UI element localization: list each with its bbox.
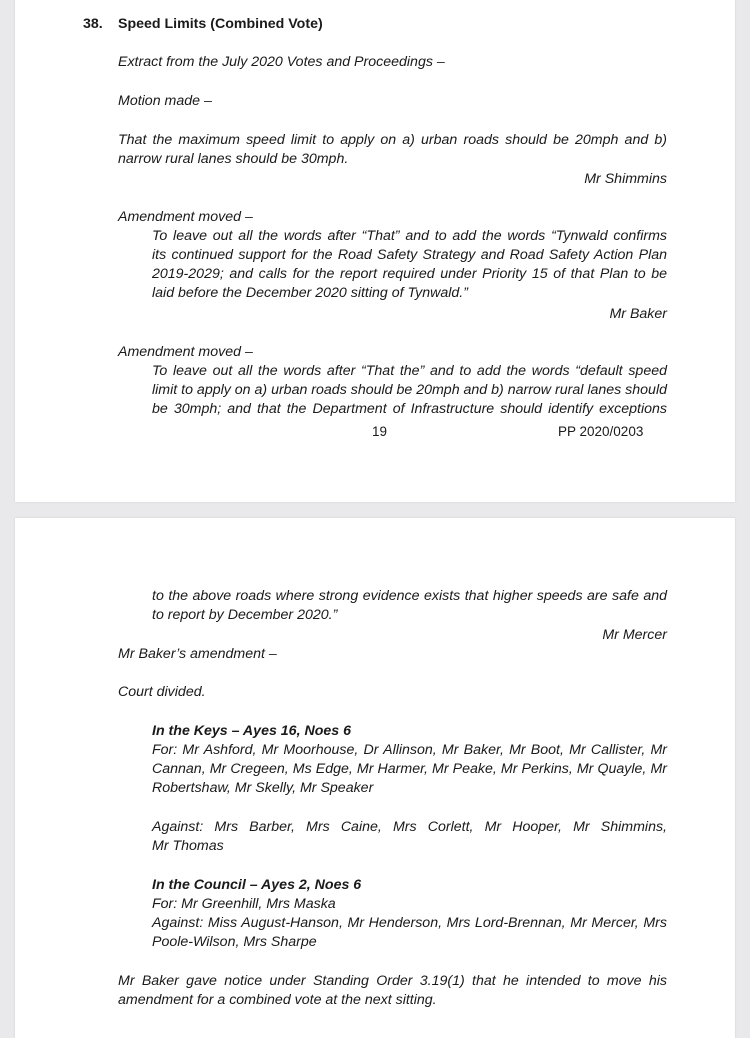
amendment1-label: Amendment moved –: [118, 209, 253, 225]
item-title: Speed Limits (Combined Vote): [118, 16, 323, 32]
keys-against: [152, 818, 667, 856]
amendment2-mover: Mr Mercer: [602, 627, 667, 643]
motion-text: [118, 131, 667, 169]
amendment2-text-part2: [152, 587, 667, 625]
amendment1-line: its continued support for the Road Safety Strategy and Road Safety Action Plan: [152, 247, 667, 263]
notice-line: amendment for a combined vote at the next sitting.: [118, 992, 437, 1008]
amendment2-label: Amendment moved –: [118, 344, 253, 360]
keys-heading: In the Keys – Ayes 16, Noes 6: [152, 723, 351, 739]
page-number: 19: [372, 424, 388, 439]
amendment2-line: to the above roads where strong evidence exists that higher speeds are safe and: [152, 588, 667, 604]
baker-amendment-label: Mr Baker’s amendment –: [118, 646, 277, 662]
keys-for-line: For: Mr Ashford, Mr Moorhouse, Dr Allinson, Mr Baker, Mr Boot, Mr Callister, Mr: [152, 742, 667, 758]
page-reference: PP 2020/0203: [558, 424, 644, 439]
council-against-line: Against: Miss August-Hanson, Mr Henderson, Mrs Lord-Brennan, Mr Mercer, Mrs: [152, 915, 667, 931]
amendment2-line: to report by December 2020.”: [152, 607, 338, 623]
amendment2-line: be 30mph; and that the Department of Infrastructure should identify exceptions: [152, 401, 667, 417]
council-for-line: For: Mr Greenhill, Mrs Maska: [152, 896, 336, 912]
amendment2-line: To leave out all the words after “That the” and to add the words “default speed: [152, 363, 667, 379]
document-page-2: [15, 518, 735, 1038]
amendment1-text: [152, 227, 667, 303]
amendment1-line: 2019-2029; and calls for the report required under Priority 15 of that Plan to be: [152, 266, 667, 282]
amendment1-mover: Mr Baker: [609, 306, 667, 322]
amendment1-line: laid before the December 2020 sitting of Tynwald.”: [152, 285, 468, 301]
motion-mover: Mr Shimmins: [584, 171, 667, 187]
keys-for: [152, 741, 667, 798]
motion-label: Motion made –: [118, 93, 212, 109]
keys-against-line: Mr Thomas: [152, 838, 224, 854]
document-page-1: [15, 0, 735, 502]
motion-line: narrow rural lanes should be 30mph.: [118, 151, 349, 167]
motion-line: That the maximum speed limit to apply on a) urban roads should be 20mph and b): [118, 132, 667, 148]
amendment2-line: limit to apply on a) urban roads should be 20mph and b) narrow rural lanes should: [152, 382, 667, 398]
item-number: 38.: [83, 16, 103, 32]
council-heading: In the Council – Ayes 2, Noes 6: [152, 877, 362, 893]
council-against: [152, 914, 667, 952]
notice-line: Mr Baker gave notice under Standing Order 3.19(1) that he intended to move his: [118, 973, 667, 989]
court-divided: Court divided.: [118, 684, 206, 700]
keys-for-line: Cannan, Mr Cregeen, Ms Edge, Mr Harmer, Mr Peake, Mr Perkins, Mr Quayle, Mr: [152, 761, 667, 777]
amendment1-line: To leave out all the words after “That” and to add the words “Tynwald confirms: [152, 228, 667, 244]
extract-line: Extract from the July 2020 Votes and Proceedings –: [118, 54, 445, 70]
council-against-line: Poole-Wilson, Mrs Sharpe: [152, 934, 317, 950]
keys-for-line: Robertshaw, Mr Skelly, Mr Speaker: [152, 780, 374, 796]
amendment2-text-part1: [152, 362, 667, 419]
notice-text: [118, 972, 667, 1010]
keys-against-line: Against: Mrs Barber, Mrs Caine, Mrs Corlett, Mr Hooper, Mr Shimmins,: [152, 819, 667, 835]
